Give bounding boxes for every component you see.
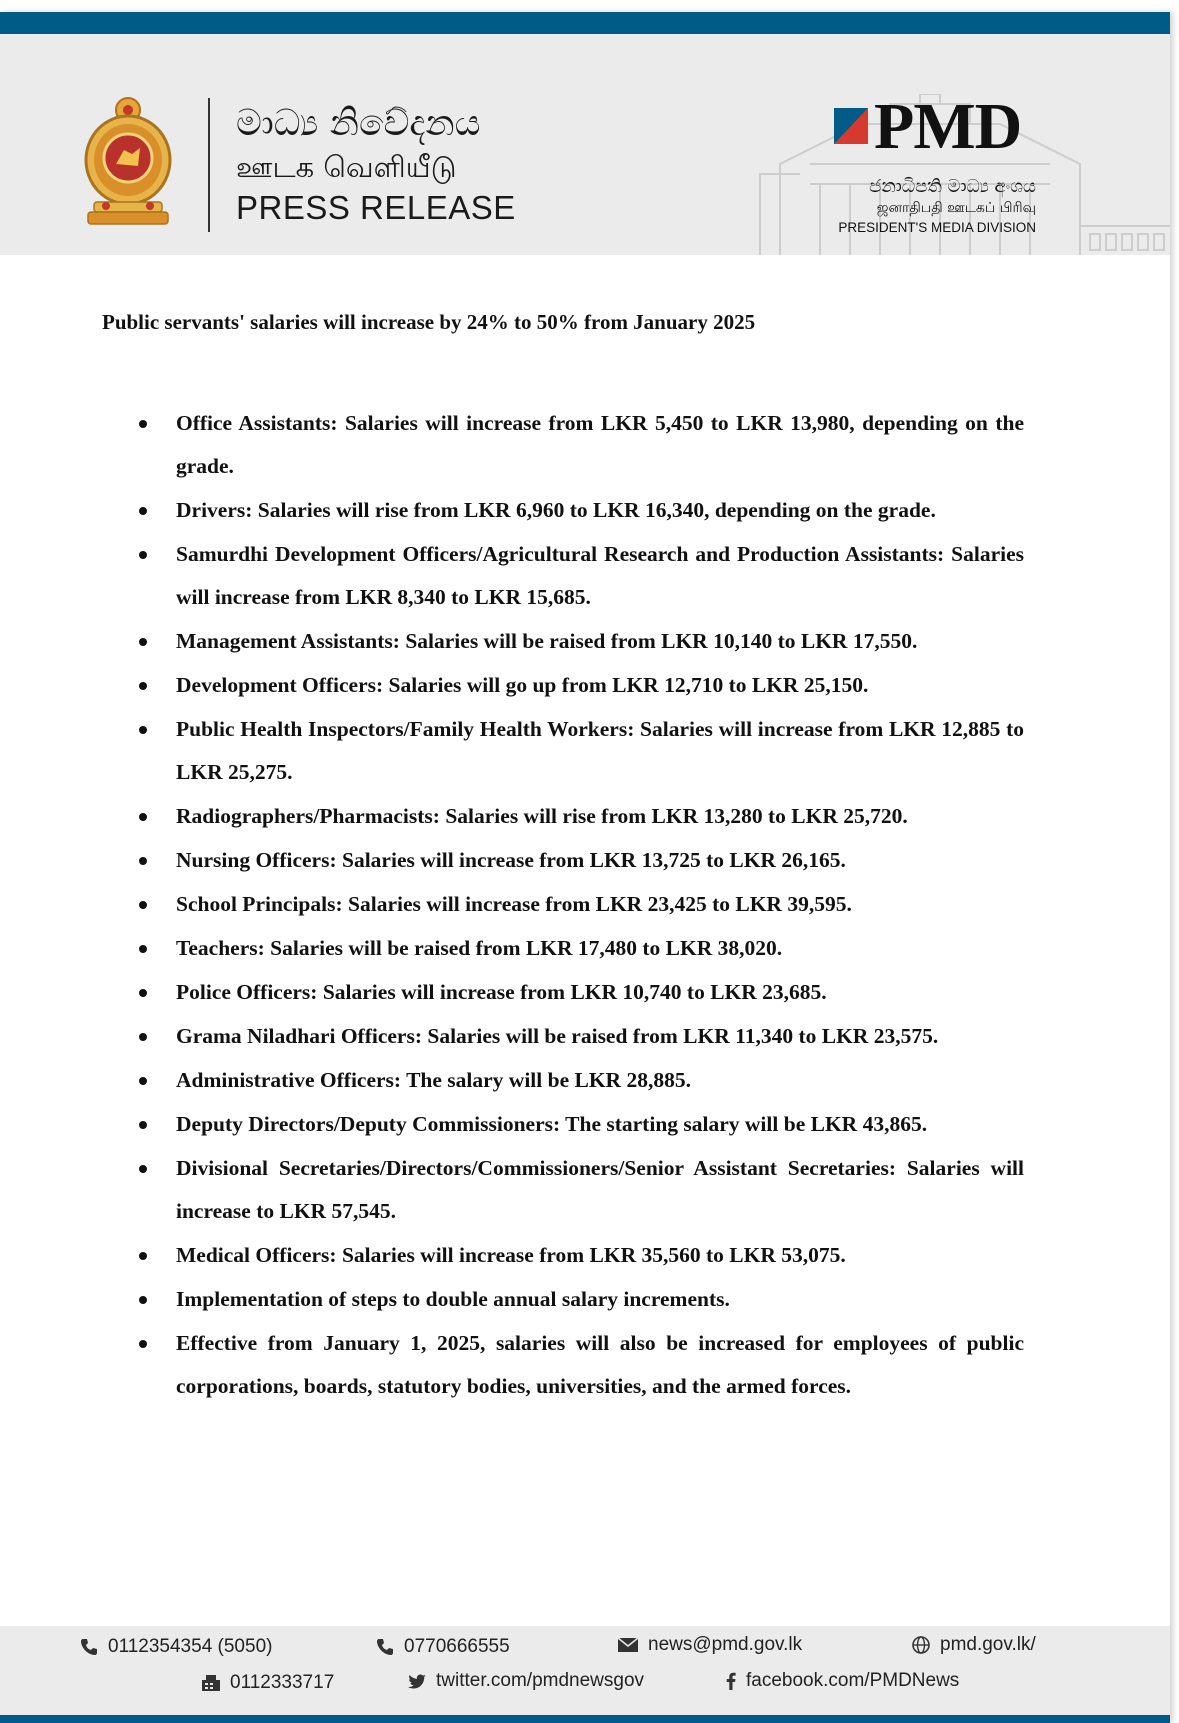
footer-fax xyxy=(202,1672,334,1694)
national-emblem-icon xyxy=(80,94,176,228)
fax-icon xyxy=(202,1675,220,1691)
top-color-bar xyxy=(0,12,1170,34)
pmd-logo-text: PMD xyxy=(874,90,1022,163)
pmd-logo-mark-icon xyxy=(834,108,868,144)
twitter-icon xyxy=(408,1674,426,1689)
press-release-title xyxy=(236,104,516,228)
list-item: Office Assistants: Salaries will increase from LKR 5,450 to LKR 13,980, depending on the grade. xyxy=(176,402,1024,488)
mobile-number: 0770666555 xyxy=(404,1636,510,1657)
list-item: Teachers: Salaries will be raised from LKR 17,480 to LKR 38,020. xyxy=(176,927,1024,970)
footer-twitter xyxy=(408,1670,644,1692)
press-release-page xyxy=(0,12,1170,1723)
list-item: Management Assistants: Salaries will be raised from LKR 10,140 to LKR 17,550. xyxy=(176,620,1024,663)
list-item: Nursing Officers: Salaries will increase from LKR 13,725 to LKR 26,165. xyxy=(176,839,1024,882)
list-item: Grama Niladhari Officers: Salaries will be raised from LKR 11,340 to LKR 23,575. xyxy=(176,1015,1024,1058)
email-icon xyxy=(618,1638,638,1652)
letterhead xyxy=(0,34,1170,255)
phone-icon xyxy=(80,1638,98,1656)
phone-number: 0112354354 (5050) xyxy=(108,1636,273,1657)
website-link[interactable]: pmd.gov.lk/ xyxy=(940,1634,1036,1655)
email-address[interactable]: news@pmd.gov.lk xyxy=(648,1634,803,1655)
org-name-tamil: ஜனாதிபதி ஊடகப் பிரிவு xyxy=(876,200,1036,216)
facebook-link[interactable]: facebook.com/PMDNews xyxy=(746,1670,960,1691)
footer-mobile xyxy=(376,1636,510,1658)
bottom-color-bar xyxy=(0,1715,1170,1723)
salary-list xyxy=(176,402,1024,1409)
fax-number: 0112333717 xyxy=(230,1672,335,1693)
title-sinhala: මාධ්‍ය නිවේදනය xyxy=(236,103,481,144)
footer-website xyxy=(912,1634,1036,1656)
pmd-org-names xyxy=(832,176,1036,238)
org-name-english: PRESIDENT'S MEDIA DIVISION xyxy=(838,220,1036,235)
list-item: Medical Officers: Salaries will increase from LKR 35,560 to LKR 53,075. xyxy=(176,1234,1024,1277)
list-item: Radiographers/Pharmacists: Salaries will rise from LKR 13,280 to LKR 25,720. xyxy=(176,795,1024,838)
twitter-link[interactable]: twitter.com/pmdnewsgov xyxy=(436,1670,645,1691)
globe-icon xyxy=(912,1636,930,1654)
facebook-icon xyxy=(726,1672,736,1690)
list-item: Drivers: Salaries will rise from LKR 6,960 to LKR 16,340, depending on the grade. xyxy=(176,489,1024,532)
list-item: Public Health Inspectors/Family Health Workers: Salaries will increase from LKR 12,885 to LKR 25,275. xyxy=(176,708,1024,794)
contact-footer xyxy=(0,1626,1170,1723)
list-item: Development Officers: Salaries will go up from LKR 12,710 to LKR 25,150. xyxy=(176,664,1024,707)
title-tamil: ஊடக வெளியீடு xyxy=(236,150,457,184)
org-name-sinhala: ජනාධිපති මාධ්‍ය අංශය xyxy=(869,176,1036,197)
headline: Public servants' salaries will increase by 24% to 50% from January 2025 xyxy=(102,310,756,334)
list-item: Implementation of steps to double annual salary increments. xyxy=(176,1278,1024,1321)
list-item: Deputy Directors/Deputy Commissioners: The starting salary will be LKR 43,865. xyxy=(176,1103,1024,1146)
header-divider xyxy=(208,98,210,232)
footer-email xyxy=(618,1634,802,1656)
list-item: Administrative Officers: The salary will be LKR 28,885. xyxy=(176,1059,1024,1102)
list-item: Police Officers: Salaries will increase from LKR 10,740 to LKR 23,685. xyxy=(176,971,1024,1014)
list-item: Divisional Secretaries/Directors/Commissioners/Senior Assistant Secretaries: Salaries will increase to LKR 57,545. xyxy=(176,1147,1024,1233)
pmd-logo xyxy=(834,86,1034,166)
list-item: Effective from January 1, 2025, salaries will also be increased for employees of public corporations, boards, statutory bodies, universities, and the armed forces. xyxy=(176,1322,1024,1408)
phone-icon xyxy=(376,1638,394,1656)
footer-facebook xyxy=(726,1670,959,1692)
list-item: School Principals: Salaries will increase from LKR 23,425 to LKR 39,595. xyxy=(176,883,1024,926)
footer-phone xyxy=(80,1636,272,1658)
list-item: Samurdhi Development Officers/Agricultural Research and Production Assistants: Salaries will increase from LKR 8,340 to LKR 15,685. xyxy=(176,533,1024,619)
title-english: PRESS RELEASE xyxy=(236,189,516,226)
